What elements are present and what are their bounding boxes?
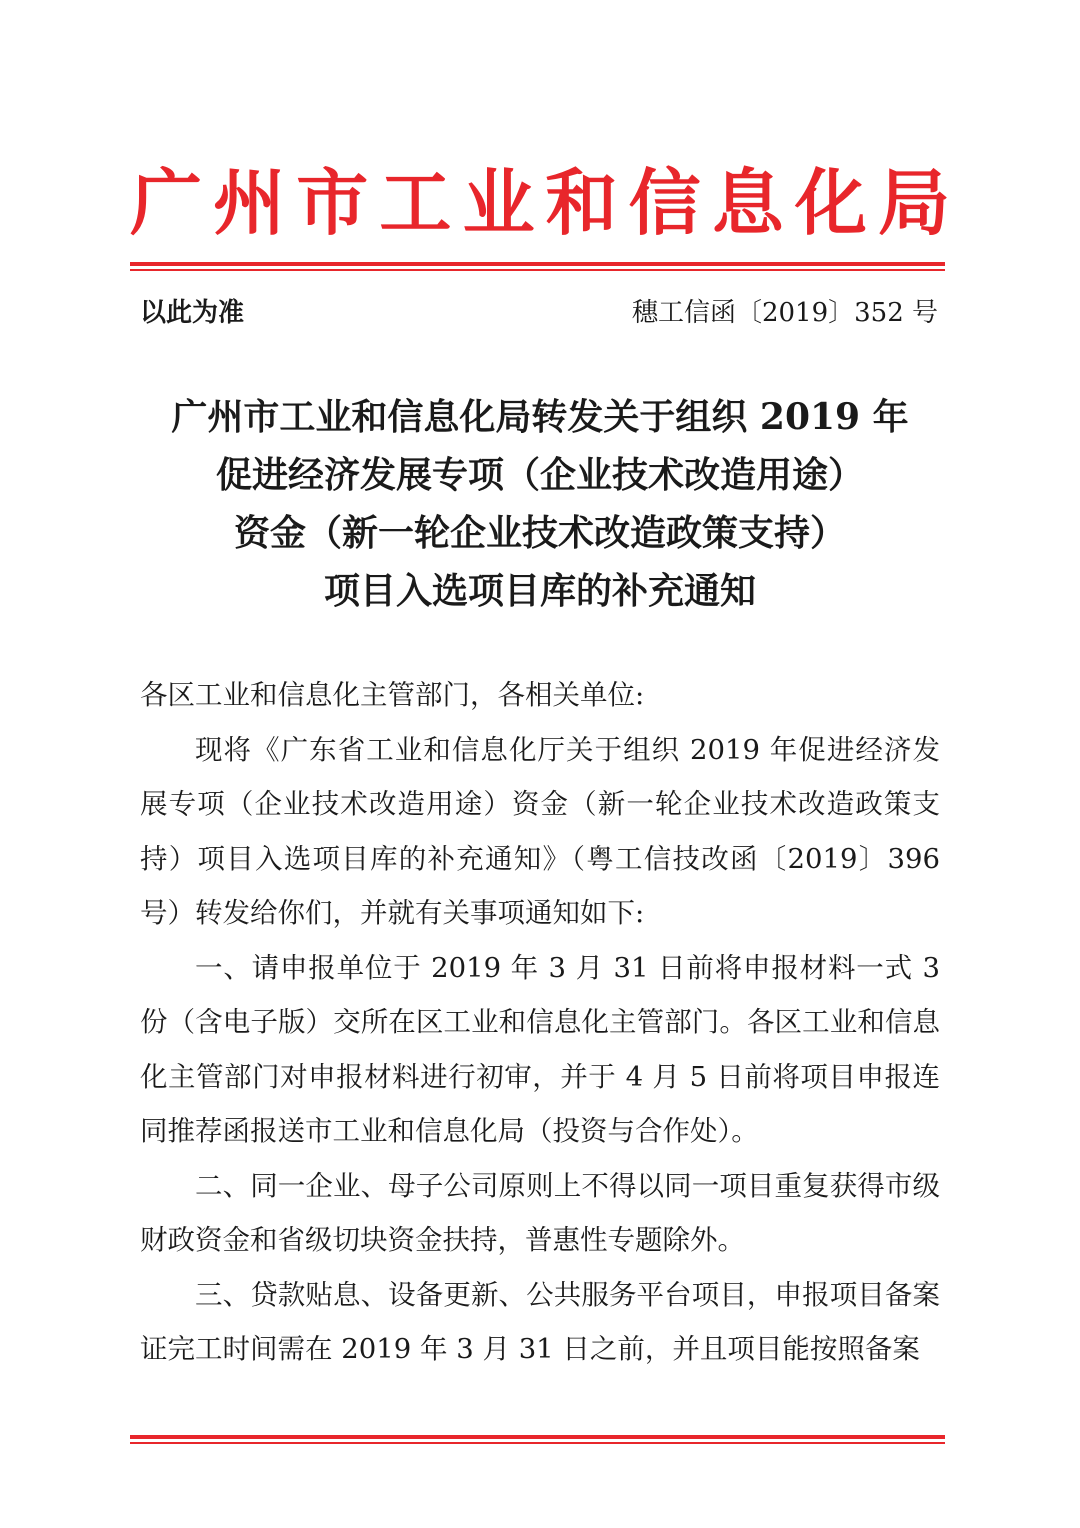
footer-red-rule (130, 1435, 945, 1444)
org-char: 州 (213, 160, 286, 245)
red-rule-thick (130, 262, 945, 266)
body-paragraph: 一、请申报单位于 2019 年 3 月 31 日前将申报材料一式 3 份（含电子版）交所在区工业和信息化主管部门。各区工业和信息化主管部门对申报材料进行初审，并于 4 月 5 日前将项目申报连同推荐函报送市工业和信息化局（投资与合作处）。 (140, 951, 940, 1147)
document-number: 穗工信函〔2019〕352 号 (631, 298, 938, 328)
body-paragraph: 三、贷款贴息、设备更新、公共服务平台项目，申报项目备案证完工时间需在 2019 年 3 月 31 日之前，并且项目能按照备案 (140, 1278, 940, 1365)
org-char: 和 (545, 160, 618, 245)
org-char: 局 (877, 160, 950, 245)
org-char: 市 (296, 160, 369, 245)
org-char: 工 (379, 160, 452, 245)
document-body (140, 668, 940, 1377)
red-rule-thick (130, 1435, 945, 1439)
document-title (120, 388, 960, 620)
org-char: 广 (130, 160, 203, 245)
body-paragraph: 二、同一企业、母子公司原则上不得以同一项目重复获得市级财政资金和省级切块资金扶持，普惠性专题除外。 (140, 1169, 940, 1256)
body-paragraph: 现将《广东省工业和信息化厅关于组织 2019 年促进经济发展专项（企业技术改造用途）资金（新一轮企业技术改造政策支持）项目入选项目库的补充通知》（粤工信技改函〔2019〕396 号）转发给你们，并就有关事项通知如下: (140, 733, 940, 929)
org-char: 化 (794, 160, 867, 245)
red-rule-thin (130, 269, 945, 271)
title-line: 促进经济发展专项（企业技术改造用途） (215, 454, 864, 496)
org-char: 息 (711, 160, 784, 245)
title-line: 资金（新一轮企业技术改造政策支持） (233, 512, 846, 554)
salutation: 各区工业和信息化主管部门，各相关单位: (140, 679, 645, 711)
red-rule-thin (130, 1442, 945, 1444)
issuing-authority-title (130, 158, 950, 248)
header-red-rule (130, 262, 945, 271)
org-char: 业 (462, 160, 535, 245)
title-line: 广州市工业和信息化局转发关于组织 2019 年 (171, 396, 909, 438)
stamp-note: 以此为准 (140, 298, 245, 328)
org-char: 信 (628, 160, 701, 245)
title-line: 项目入选项目库的补充通知 (323, 570, 756, 612)
